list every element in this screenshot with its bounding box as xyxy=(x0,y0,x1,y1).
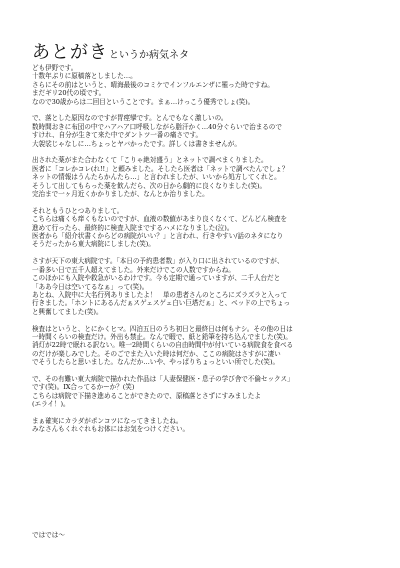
signoff: ではでは〜 xyxy=(32,531,65,539)
paragraph xyxy=(32,417,378,434)
text-line: 検査はというと、とにかくヒマ。四泊五日のうち初日と最終日は何もナシ。その他の日は xyxy=(32,324,293,333)
paragraph xyxy=(32,207,378,249)
text-line: まだギリ20代の頃です。 xyxy=(32,89,106,98)
text-line: さすが天下の東大病院です。「本日の予約患者数」が入り口に出されているのですが、 xyxy=(32,257,284,266)
text-line: 消灯が22時で眠れる訳ない。唯一2時間くらいの自由時間中が付いている病院食を食べる xyxy=(32,341,294,350)
text-line: 十数年ぶりに原稿落としました…。 xyxy=(32,72,137,81)
text-line: 一番多い日で五千人超えてました。外来だけでこの人数ですからね。 xyxy=(32,265,235,274)
text-line: 行きました。「ホントにあるんだぁスゲェスゲェ白い巨塔だぁ」と、ベッドの上でちょっ xyxy=(32,299,291,308)
text-line: すけれ、自分が生きて来た中でダントツ一番の痛さです。 xyxy=(32,131,203,140)
afterword-body xyxy=(32,64,378,442)
text-line: 「ああ今日は空いてるなぁ」って(笑)。 xyxy=(32,282,149,291)
text-line: と興奮してました(笑)。 xyxy=(32,307,103,316)
paragraph xyxy=(32,257,378,316)
text-line: で、その有難い東大病院で描かれた作品は「人妻保健医・息子の学び舎で不倫セックス」 xyxy=(32,374,294,383)
text-line: 進めて行ったら、最終的に検査入院までするハメになりました(泣)。 xyxy=(32,223,234,232)
text-line: あとね、入院中に大名行列ありましたよ！ 単の患者さんのところにズラズラと入って xyxy=(32,290,288,299)
title-main: あとがき xyxy=(32,42,108,63)
paragraph xyxy=(32,375,378,409)
text-line: 出された薬がまた合わなくて「こりゃ絶対盛う」とネットで調べまくりました。 xyxy=(32,156,268,165)
afterword-title xyxy=(32,38,189,64)
text-line: 医者から「紹介状書くからどの病院がいい？」と言われ、行きやすい/話のネタになり xyxy=(32,232,284,241)
text-line: 医者に「コレかコレ(れ!!」と頼みました。そしたら医者は「ネットで調べたんでしょ？ xyxy=(32,164,289,173)
text-line: 数時間おきに布団の中でハアハア口呼吸しながら脂汗かく…40分ぐらいで治まるので xyxy=(32,122,282,131)
text-line: 大袈裟じゃなしに…ちょっとヤバかったです。詳しくは書きませんが。 xyxy=(32,139,241,148)
text-line: です(笑)。IX合ってるかーか？(笑) xyxy=(32,383,135,392)
text-line: (エライ！)。 xyxy=(32,400,70,409)
text-line: で、落とした原因なのですが胃痙攣です。とんでもなく激しいの。 xyxy=(32,114,228,123)
text-line: まぁ確実にカラダがポンコツになってきましたね。 xyxy=(32,416,183,425)
text-line: なので30歳からは二回目ということです。まぁ…けっこう優秀でしょ(笑)。 xyxy=(32,97,255,106)
text-line: ども伊野です。 xyxy=(32,64,78,72)
text-line: それともうひとつありまして。 xyxy=(32,206,124,215)
text-line: でそうしたらと思いました。なんだか…いや、やっぱりちょっといい所でした(笑)。 xyxy=(32,358,280,367)
text-line: 完治まで一ヶ月近くかかりましたが、なんとか治りました。 xyxy=(32,190,209,199)
text-line: こちらは病院で下描き進めることができたので、原稿落とさずにすみましたよ xyxy=(32,391,261,400)
text-line: そうして出してもらった薬を飲んだら、次の日から劇的に良くなりました(笑)。 xyxy=(32,181,267,190)
text-line: こちらは痛くも痒くもないのですが、血液の数値があまり良くなくて、どんどん検査を xyxy=(32,215,288,224)
paragraph xyxy=(32,156,378,198)
text-line: のだけが楽しみでした。そのごでまた入いた時は何だか、ここの病院はさすがに凄い xyxy=(32,349,281,358)
paragraph xyxy=(32,325,378,367)
text-line: みなさんもくれぐれもお体にはお気をつけください。 xyxy=(32,425,190,434)
paragraph xyxy=(32,114,378,148)
title-subtitle: というか病気ネタ xyxy=(109,50,189,61)
paragraph xyxy=(32,64,378,106)
text-line: そうだったから東大病院にしました(笑)。 xyxy=(32,240,155,249)
text-line: このほかにも入院や救急がいるわけです。今も定期で通っていますが、二千人台だと xyxy=(32,274,281,283)
text-line: 一時間くらいの検査だけ。外出も禁止。なんで暇で、紙と鉛筆を持ち込んでました(笑)。 xyxy=(32,332,292,341)
text-line: ネットの情報はうんたらかんたら…」と言われましたが、いいから処方してくれと。 xyxy=(32,173,281,182)
text-line: さらにその前はというと、晴海最後のコミケでインフルエンザに罹った時ですね。 xyxy=(32,80,274,89)
